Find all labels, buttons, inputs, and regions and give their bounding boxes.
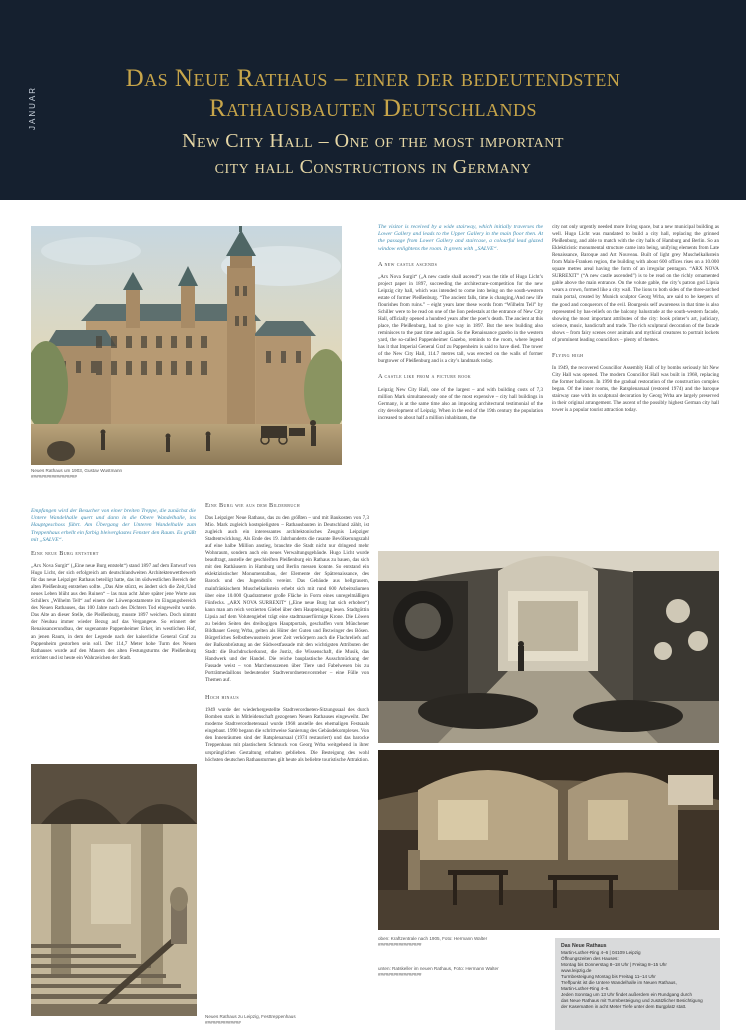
painting-caption: Neues Rathaus um 1903, Gustav Wustmann bbox=[31, 468, 123, 473]
info-box-title: Das Neue Rathaus bbox=[561, 943, 607, 949]
middle-heading-2: Hoch hinaus bbox=[205, 694, 239, 702]
info-line: Turmbesteigung Montag bis Freitag 11–14 Uhr bbox=[561, 974, 656, 979]
power-station-caption: oben: Kraftzentrale nach 1905, Foto: Hermann Walter bbox=[378, 936, 488, 941]
title-english-line1: New City Hall – One of the most important bbox=[182, 130, 564, 152]
ratskeller-caption: unten: Ratskeller im neuen Rathaus, Foto: Hermann Walter bbox=[378, 966, 499, 971]
staircase-photo bbox=[31, 764, 197, 1016]
english-body-2: Leipzig New City Hall, one of the largest – and with building costs of 7,3 million Mark simultaneously one of the most expensive – city hall buildings in Germany, is at the same time also an imposing architectural testimonial of the city development of Leipzig. When in the end of the 19th century the population increased to about half a million inhabitants, the bbox=[378, 386, 543, 421]
info-line: Martin-Luther-Ring 4–6 | 04109 Leipzig bbox=[561, 950, 641, 955]
english-body-1: „Arx Nova Surgit“ („A new castle shall ascend“) was the title of Hugo Licht’s project paper in 1897, succeeding the architecture-competition for the new Leipzig city hall, which was intended to come into being on the south-western estate of former Pleißenburg. “The ancient falls, time is changing,/And new life flourishes from ruins.” – eight years later these words from “Wilhelm Tell” by Schiller were to be read on one of the lion pedestals at the entrance of New City Hall, officially opened a hundred years after the poet’s death. The ancient at this place, the Pleißenburg, had to give way in 1897. But the new building also reminisces to the past time and again. So the Renaissance gazebo in the western yard, the so-called Pappenheimer Gazebo, reminds to the room, where legend has it that Imperial General Graf zu Pappenheim is said to have died. The tower of the New City Hall, 114.7 metres tall, was erected on the walls of former burgtower of Pleißenburg and is a city’s landmark today. bbox=[378, 273, 543, 365]
english-heading-1: A new castle ascends bbox=[378, 260, 438, 268]
title-english-line2: city hall Constructions in Germany bbox=[214, 156, 532, 178]
header-banner bbox=[0, 0, 746, 200]
ratskeller-caption-hashes: ################# bbox=[378, 972, 422, 977]
info-line: das Neue Rathaus mit Turmbesteigung und zusätzlicher Besichtigung bbox=[561, 998, 703, 1003]
english-text-column-2 bbox=[552, 224, 719, 418]
english-body-3: city not only urgently needed more living space, but a new municipal building as well. Hugo Licht was mandated to build a city hall, replacing the grinned Pleißenburg, and able to match with the city halls of Hamburg and Berlin. So an Eklekticistic monumental structure came into being, unifying elements from Late Renaissance, Baroque and Art Nouveau. Built of light grey Muschelkalkstein from Main-Franken region, the building with about 600 offices rises on a 10.000 square metres areal having the form of an irregular pentagon. “ARX NOVA SURREXIT” (“A new castle ascended”) is to be read on the richly ornamented gable above the main entrance. On the volute gable, the city’s patron god Lipsia wears a crown, formed like a city wall. The lions to both sides of the three-arched main portal, created by Munich sculptor Georg Wrba, are said to be keepers of the good and conquerors of the evil. Bourgeois self awareness in that time is also represented by bas-reliefs on the balcony balustrade at the south-western facade, showing the most important attributes of the city: book printer’s art, judiciary, science, music, handicraft and trade. The rich sculptural decoration of the facade shows – from fairy scenes over animals and mythical creatures to portrait lockets of prominent leading councillors – plenty of themes. bbox=[552, 224, 719, 343]
city-hall-painting bbox=[31, 226, 342, 465]
left-body-paragraph: „Arx Nova Surgit“ („Eine neue Burg entsteht“) stand 1897 auf dem Entwurf von Hugo Licht, der sich erfolgreich am deutschlandweiten Architektenwettbewerb für das neue Leipziger Rathaus beteiligt hatte, das im südwestlichen Bereich der alten Pleißenburg entstehen sollte. „Das Alte stürzt, es ändert sich die Zeit,/Und neues Leben blüht aus den Ruinen“ – las man acht Jahre später jene Worte aus Schillers „Wilhelm Tell“ auf einem der Löwenpostamente im Eingangsbereich des Neuen Rathauses, das 100 Jahre nach des Dichters Tod eingeweiht wurde. Das Alte an dieser Stelle, die Pleißenburg, musste 1897 weichen. Doch nimmt der Neubau immer wieder Bezug auf das Vergangene. So erinnert der Renaissancerundbau, der sogenannte Pappenheimer Erker, im westlichen Hof, an jenen Raum, in dem der Legende nach der kaiserliche General Graf zu Pappenheim gestorben sein soll. Der 114,7 Meter hohe Turm des Neuen Rathauses wurde auf den Mauern des alten Festungsturms der Pleißenburg errichtet und ist heute ein Wahrzeichen der Stadt. bbox=[31, 563, 196, 661]
english-text-column-1 bbox=[378, 224, 543, 426]
middle-heading-1: Eine Burg wie aus dem Bilderbuch bbox=[205, 502, 301, 509]
info-line: Jeden Sonntag um 13 Uhr findet außerdem ein Rundgang durch bbox=[561, 992, 693, 997]
title-german-line2: Rathausbauten Deutschlands bbox=[209, 95, 537, 122]
info-line: Treffpunkt ist die Untere Wandelhalle im Neuen Rathaus, bbox=[561, 980, 677, 985]
month-label: JANUAR bbox=[28, 85, 37, 130]
info-line: Martin-Luther-Ring 4–6. bbox=[561, 986, 610, 991]
english-lead-paragraph: The visitor is received by a wide stairway, which initially traverses the Lower Gallery and leads to the Upper Gallery in the main floor then. At the passage from Lower Gallery and staircase, a colourful lead glazed window enlightens the room. It greets with „SALVE“. bbox=[378, 224, 543, 252]
info-line: www.leipzig.de bbox=[561, 968, 592, 973]
power-station-caption-hashes: ################# bbox=[378, 942, 422, 947]
left-text-column bbox=[31, 508, 196, 666]
english-body-4: In 1949, the recovered Councillor Assembly Hall of by bombs seriously hit New City Hall was opened. The modern Councillor Hall was built in 1968, replacing the former ballroom. In 1990 the gradual restoration of the construction complex began. Of the inner rooms, the Ratsplenarsaal (restored 1974) and the baroque stairway case with its sculptural decoration by Georg Wrba are largely preserved in their original arrangement. The ascent of the possibly highest German city hall tower is a popular tourist attraction today. bbox=[552, 364, 719, 414]
title-german-line1: Das Neue Rathaus – einer der bedeutendsten bbox=[125, 65, 621, 92]
left-heading: Eine neue Burg entsteht bbox=[31, 550, 99, 558]
english-heading-3: Flying high bbox=[552, 351, 584, 359]
ratskeller-photo bbox=[378, 750, 719, 930]
painting-caption-hashes: ################## bbox=[31, 474, 77, 479]
left-lead-paragraph: Empfangen wird der Besucher von einer breiten Treppe, die zunächst die Untere Wandelhalle quert und dann in die Obere Wandelhalle, ins Hauptgeschoss führt. Am Übergang der Unteren Wandelhalle zum Treppenhaus erhellt ein farbig bleiverglastes Fenster den Raum. Es grüßt mit „SALVE“. bbox=[31, 508, 196, 543]
info-line: der Kasematten in acht Meter Tiefe unter dem Burgplatz statt. bbox=[561, 1004, 687, 1009]
visitor-info-box bbox=[555, 938, 720, 1030]
staircase-caption: Neues Rathaus zu Leipzig, Festtreppenhaus bbox=[205, 1014, 296, 1019]
staircase-caption-hashes: ############## bbox=[205, 1020, 241, 1025]
middle-text-column bbox=[205, 500, 369, 768]
middle-body-2: 1949 wurde der wiederhergestellte Stadtverordneten-Sitzungssaal des durch Bomben stark in Mitleidenschaft gezogenen Neuen Rathauses eingeweiht. Der moderne Stadtverordnetensaal wurde 1968 anstelle des ehemaligen Festsaals eingebaut. 1990 begann die schrittweise Sanierung des Gebäudekomplexes. Von den Innenräumen sind der Ratsplenarsaal (1974 restauriert) und das barocke Treppenhaus mit plastischem Schmuck von Georg Wrba weitgehend in ihrer ursprünglichen Gestaltung erhalten geblieben. Die Besteigung des wohl höchsten deutschen Rathausturmes gilt heute als beliebte touristische Attraktion. bbox=[205, 707, 369, 763]
english-heading-2: A castle like from a picture book bbox=[378, 373, 472, 381]
middle-body-1: Das Leipziger Neue Rathaus, das zu den größten – und mit Baukosten von 7,3 Mio. Mark zugleich kostspieligsten – Rathausbauten in Deutschland zählt, ist zugleich auch ein interessantes architektonisches Zeugnis Leipziger Stadtentwicklung. Als Ende des 19. Jahrhunderts die rasante Bevölkerungszahl auf eine halbe Million anstieg, brauchte die Stadt nicht nur dringend mehr Wohnraum, sondern auch ein neues Verwaltungsgebäude. Hugo Licht wurde beauftragt, anstelle der geschleiften Pleißenburg ein Rathaus zu bauen, das sich mit den Rathäusern in Hamburg und Berlin messen konnte. So entstand ein eklektizistischer Monumentalbau, der Elemente der Spätrenaissance, des Barock und des Jugendstils vereint. Das Gebäude aus hellgrauem, mainfränkischem Muschelkalkstein erhebt sich mit rund 600 Arbeitsräumen über eine 10.000 Quadratmeter große Fläche in Form eines unregelmäßigen Fünfecks. „ARX NOVA SURREXIT“ („Eine neue Burg hat sich erhoben“) kann man am reich verzierten Giebel über dem Haupteingang lesen. Stadtgöttin Lipsia auf dem Volutengiebel trägt eine stadtmauerförmige Krone. Die Löwen zu beiden Seiten des dreibogigen Hauptportals, geschaffen vom Münchener Bildhauer Georg Wrba, gelten als Hüter der Guten und Bezwinger des Bösen. Bürgerliches Selbstbewusstsein jener Zeit verkörpern auch die Flachreliefs auf der Balkonbrüstung an der Südwestfassade mit den wichtigsten Attributen der Stadt: die Buchdruckerkunst, die Justiz, die Wissenschaft, die Musik, das Handwerk und der Handel. Die reiche bauplastische Ausschmückung der Fassade weist – von Marchensszenen über Tiere und Fabelwesen bis zu Porträtmedaillons bedeutender Stadtverordnetenvorsteher – eine Fülle von Themen auf. bbox=[205, 515, 369, 684]
power-station-photo bbox=[378, 551, 719, 743]
info-line: Montag bis Donnerstag 8–18 Uhr | Freitag 8–15 Uhr bbox=[561, 962, 667, 967]
info-line: Öffnungszeiten des Hauses: bbox=[561, 956, 619, 961]
